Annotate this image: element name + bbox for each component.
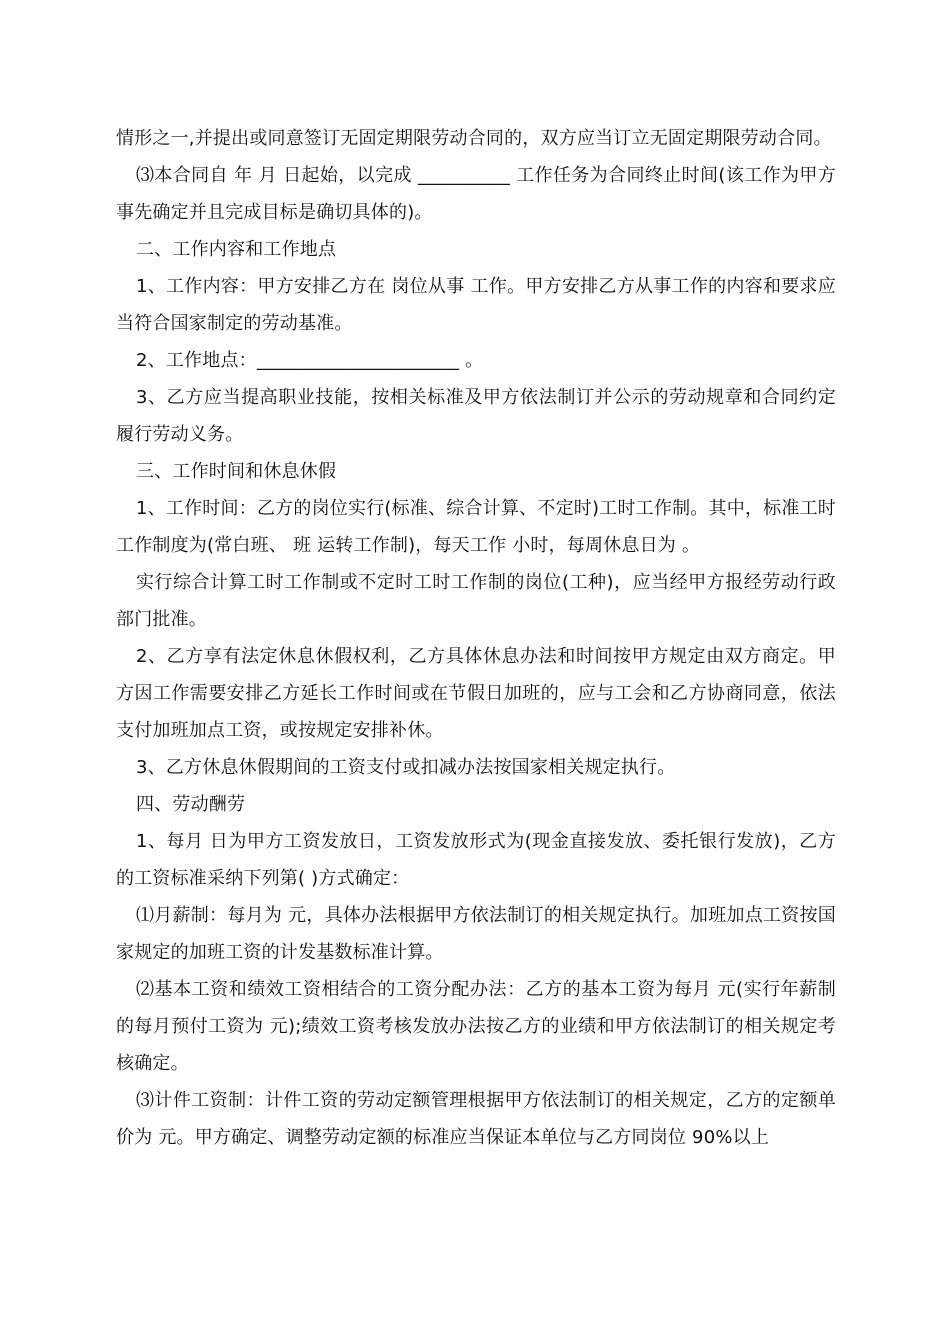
paragraph-rest-pay: 3、乙方休息休假期间的工资支付或扣减办法按国家相关规定执行。 bbox=[136, 757, 676, 778]
paragraph-duties: 3、乙方应当提高职业技能，按相关标准及甲方依法制订并公示的劳动规章和合同约定履行劳动义务。 bbox=[116, 387, 836, 445]
paragraph-continuation: 情形之一,并提出或同意签订无固定期限劳动合同的，双方应当订立无固定期限劳动合同。 bbox=[116, 128, 832, 149]
section-heading-4: 四、劳动酬劳 bbox=[136, 794, 246, 815]
paragraph-work-content: 1、工作内容：甲方安排乙方在 岗位从事 工作。甲方安排乙方从事工作的内容和要求应当符合国家制定的劳动基准。 bbox=[116, 276, 836, 334]
paragraph-base-performance: ⑵基本工资和绩效工资相结合的工资分配办法：乙方的基本工资为每月 元(实行年薪制的每月预付工资为 元);绩效工资考核发放办法按乙方的业绩和甲方依法制订的相关规定考核确定。 bbox=[116, 979, 836, 1074]
section-heading-2: 二、工作内容和工作地点 bbox=[136, 239, 337, 260]
paragraph-monthly-salary: ⑴月薪制：每月为 元，具体办法根据甲方依法制订的相关规定执行。加班加点工资按国家规定的加班工资的计发基数标准计算。 bbox=[116, 905, 836, 963]
document-body bbox=[116, 120, 836, 1156]
paragraph-work-location: 2、工作地点：______________________ 。 bbox=[136, 350, 484, 371]
paragraph-pay-day: 1、每月 日为甲方工资发放日，工资发放形式为(现金直接发放、委托银行发放)，乙方的工资标准采纳下列第( )方式确定： bbox=[116, 831, 836, 889]
paragraph-term-3: ⑶本合同自 年 月 日起始，以完成 __________ 工作任务为合同终止时间(该工作为甲方事先确定并且完成目标是确切具体的)。 bbox=[116, 165, 836, 223]
paragraph-rest-rights: 2、乙方享有法定休息休假权利，乙方具体休息办法和时间按甲方规定由双方商定。甲方因工作需要安排乙方延长工作时间或在节假日加班的，应与工会和乙方协商同意，依法支付加班加点工资，或按规定安排补休。 bbox=[116, 646, 836, 741]
section-heading-3: 三、工作时间和休息休假 bbox=[136, 461, 337, 482]
paragraph-work-hours: 1、工作时间：乙方的岗位实行(标准、综合计算、不定时)工时工作制。其中，标准工时工作制度为(常白班、 班 运转工作制)，每天工作 小时，每周休息日为 。 bbox=[116, 498, 836, 556]
paragraph-approval: 实行综合计算工时工作制或不定时工时工作制的岗位(工种)，应当经甲方报经劳动行政部门批准。 bbox=[116, 572, 836, 630]
paragraph-piece-rate: ⑶计件工资制：计件工资的劳动定额管理根据甲方依法制订的相关规定，乙方的定额单价为 元。甲方确定、调整劳动定额的标准应当保证本单位与乙方同岗位 90%以上 bbox=[116, 1090, 836, 1148]
